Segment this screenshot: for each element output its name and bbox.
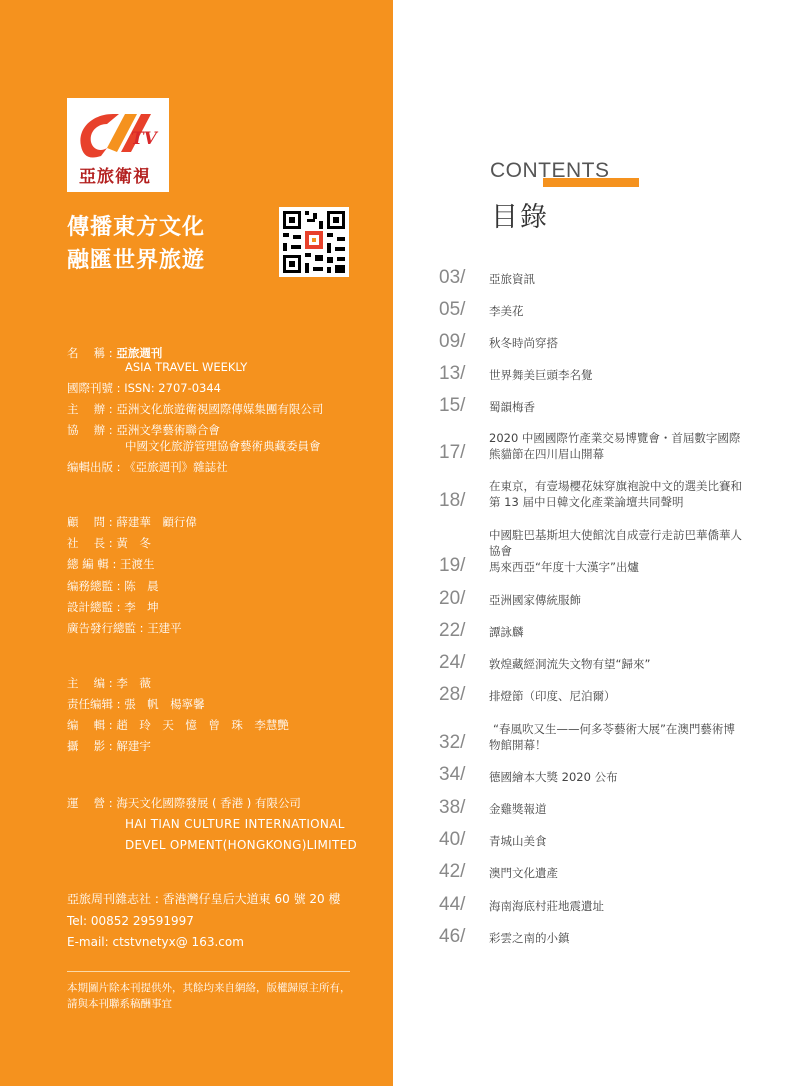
logo-tv-text: TV — [131, 129, 157, 149]
host-label: 主 辦 — [67, 402, 106, 416]
editor-row: 责任编辑 : 張 帆 楊寧馨 — [67, 697, 205, 711]
slogan-line-1: 傳播東方文化 — [67, 215, 206, 240]
toc-item-title[interactable]: “春風吹又生——何多苓藝術大展”在澳門藝術博物館開幕！ — [489, 722, 735, 752]
toc-item-title[interactable]: 亞旅資訊 — [489, 272, 535, 286]
staff-label: 编務總監 — [67, 579, 113, 593]
logo-cn-text: 亞旅衛視 — [79, 167, 151, 187]
toc-page-number: 22/ — [439, 620, 466, 641]
editor-row: 攝 影 : 解建宇 — [67, 739, 151, 753]
masthead-publisher: 编輯出版 : 《亞旅週刊》雜誌社 — [67, 460, 228, 474]
host-value: 亞洲文化旅遊衛視國際傳媒集團有限公司 — [116, 402, 324, 416]
toc-page-number: 38/ — [439, 797, 466, 818]
toc-page-number: 20/ — [439, 588, 466, 609]
slogan-line-2: 融匯世界旅遊 — [67, 248, 206, 273]
staff-label: 廣告發行總監 — [67, 621, 136, 635]
staff-value: 陈 晨 — [124, 579, 159, 593]
staff-label: 總 編 輯 — [67, 557, 109, 571]
toc-item-title[interactable]: 蜀韻梅香 — [489, 400, 535, 414]
toc-page-number: 09/ — [439, 331, 466, 352]
masthead-host: 主 辦 : 亞洲文化旅遊衛視國際傳媒集團有限公司 — [67, 402, 324, 416]
publisher-label: 编輯出版 — [67, 460, 113, 474]
toc-page-number: 34/ — [439, 764, 466, 785]
staff-value: 黃 冬 — [116, 536, 151, 550]
staff-value: 王渡生 — [120, 557, 155, 571]
editor-label: 责任编辑 — [67, 697, 113, 711]
issn-value: ISSN: 2707-0344 — [124, 381, 221, 395]
issn-label: 國際刊號 — [67, 381, 113, 395]
editor-value: 解建宇 — [116, 739, 151, 753]
toc-page-number: 17/ — [439, 442, 466, 463]
co-value-1: 亞洲文學藝術聯合會 — [116, 423, 220, 437]
staff-label: 顧 問 — [67, 515, 106, 529]
note-line-2: 請與本刊聯系稿酬事宜 — [67, 998, 172, 1010]
staff-row: 编務總監 : 陈 晨 — [67, 579, 159, 593]
toc-page-number: 18/ — [439, 490, 466, 511]
toc-page-number: 15/ — [439, 395, 466, 416]
staff-value: 王建平 — [147, 621, 182, 635]
editor-value: 李 薇 — [116, 676, 151, 690]
staff-row: 設計總監 : 李 坤 — [67, 600, 159, 614]
toc-item-title[interactable]: 李美花 — [489, 304, 524, 318]
toc-item-title[interactable]: 馬來西亞“年度十大漢字”出爐 — [489, 560, 639, 574]
toc-item-title[interactable]: 金雞獎報道 — [489, 802, 547, 816]
toc-item-title[interactable]: 青城山美食 — [489, 834, 547, 848]
name-label: 名 稱 — [67, 346, 106, 360]
editor-value: 張 帆 楊寧馨 — [124, 697, 205, 711]
logo — [67, 98, 169, 192]
toc-item-title[interactable]: 彩雲之南的小鎮 — [489, 931, 570, 945]
toc-page-number: 40/ — [439, 829, 466, 850]
toc-item-title[interactable]: 海南海底村莊地震遺址 — [489, 899, 604, 913]
name-value: 亞旅週刊 — [116, 346, 163, 360]
editor-row: 主 编 : 李 薇 — [67, 676, 151, 690]
publisher-value: 《亞旅週刊》雜誌社 — [124, 460, 228, 474]
staff-row: 社 長 : 黃 冬 — [67, 536, 151, 550]
operator-value: 海天文化國際發展 ( 香港 ) 有限公司 — [116, 796, 301, 810]
note-line-1: 本期圖片除本刊提供外，其餘均来自網絡，版權歸原主所有， — [67, 982, 351, 994]
editor-label: 主 编 — [67, 676, 106, 690]
staff-label: 社 長 — [67, 536, 106, 550]
masthead-co: 協 辦 : 亞洲文學藝術聯合會 — [67, 423, 220, 437]
operator-en-1: HAI TIAN CULTURE INTERNATIONAL — [125, 817, 345, 831]
staff-value: 薛建華 顧行偉 — [116, 515, 197, 529]
masthead-name-en: ASIA TRAVEL WEEKLY — [125, 360, 248, 374]
masthead-issn: 國際刊號 : ISSN: 2707-0344 — [67, 381, 221, 395]
operator-en-2: DEVEL OPMENT(HONGKONG)LIMITED — [125, 838, 358, 852]
editor-label: 编 輯 — [67, 718, 106, 732]
toc-item-title[interactable]: 排燈節（印度、尼泊爾） — [489, 689, 616, 703]
staff-row: 廣告發行總監 : 王建平 — [67, 621, 182, 635]
toc-item-title[interactable]: 澳門文化遺產 — [489, 866, 558, 880]
masthead-name: 名 稱 : 亞旅週刊 — [67, 346, 163, 360]
contents-title-en: CONTENTS — [490, 159, 610, 182]
co-label: 協 辦 — [67, 423, 106, 437]
staff-row: 顧 問 : 薛建華 顧行偉 — [67, 515, 197, 529]
toc-item-title[interactable]: 2020 中國國際竹產業交易博覽會・首屆數字國際熊貓節在四川眉山開幕 — [489, 431, 741, 461]
qr-code-icon[interactable] — [279, 207, 349, 277]
toc-page-number: 44/ — [439, 894, 466, 915]
operator-row: 運 營 : 海天文化國際發展 ( 香港 ) 有限公司 — [67, 796, 301, 810]
toc-page-number: 24/ — [439, 652, 466, 673]
contact-tel: Tel: 00852 29591997 — [67, 914, 194, 928]
toc-item-title[interactable]: 中國駐巴基斯坦大使館沈自成壹行走訪巴華僑華人協會 — [489, 528, 742, 558]
toc-page-number: 46/ — [439, 926, 466, 947]
contact-address: 亞旅周刊雜志社 : 香港灣仔皇后大道東 60 號 20 樓 — [67, 892, 341, 906]
toc-item-title[interactable]: 在東京，有壹場櫻花妹穿旗袍說中文的選美比賽和第 13 届中日韓文化產業論壇共同聲明 — [489, 479, 742, 509]
left-panel — [0, 0, 393, 1086]
masthead-co-2: 中國文化旅游管理協會藝術典藏委員會 — [125, 439, 321, 453]
toc-item-title[interactable]: 亞洲國家傳統服飾 — [489, 593, 581, 607]
toc-page-number: 32/ — [439, 732, 466, 753]
toc-page-number: 42/ — [439, 861, 466, 882]
toc-page-number: 19/ — [439, 555, 466, 576]
toc-page-number: 03/ — [439, 267, 466, 288]
staff-label: 設計總監 — [67, 600, 113, 614]
toc-item-title[interactable]: 秋冬時尚穿搭 — [489, 336, 558, 350]
staff-row: 總 編 輯 : 王渡生 — [67, 557, 155, 571]
toc-item-title[interactable]: 世界舞美巨頭李名覺 — [489, 368, 593, 382]
staff-value: 李 坤 — [124, 600, 159, 614]
toc-item-title[interactable]: 德國繪本大獎 2020 公布 — [489, 770, 618, 784]
contents-title-cn: 目錄 — [491, 202, 549, 233]
editor-row: 编 輯 : 趙 玲 天 憶 曾 珠 李慧艷 — [67, 718, 289, 732]
divider — [67, 971, 350, 972]
toc-item-title[interactable]: 譚詠麟 — [489, 625, 524, 639]
toc-item-title[interactable]: 敦煌藏經洞流失文物有望“歸來” — [489, 657, 651, 671]
editor-label: 攝 影 — [67, 739, 106, 753]
toc-page-number: 05/ — [439, 299, 466, 320]
contact-email[interactable]: E-mail: ctstvnetyx@ 163.com — [67, 935, 244, 949]
toc-page-number: 28/ — [439, 684, 466, 705]
editor-value: 趙 玲 天 憶 曾 珠 李慧艷 — [116, 718, 289, 732]
toc-page-number: 13/ — [439, 363, 466, 384]
operator-label: 運 營 — [67, 796, 106, 810]
